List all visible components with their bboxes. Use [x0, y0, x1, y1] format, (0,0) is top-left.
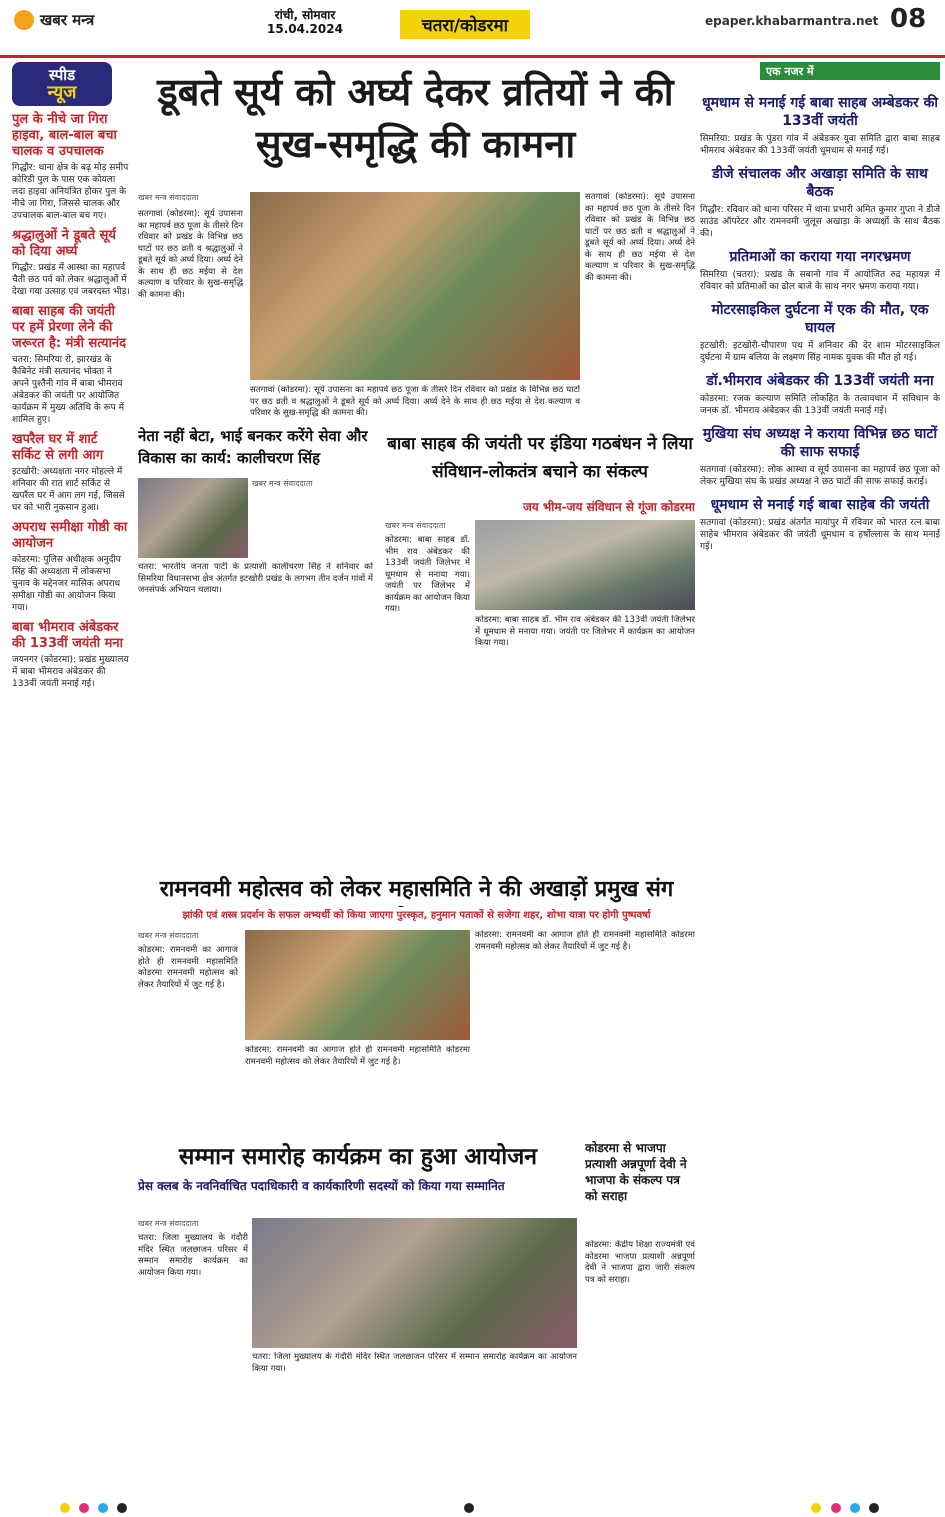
right-story-text: सिमरिया: प्रखंड के पुंडरा गांव में अंबेडकर युवा समिति द्वारा बाबा साहब भीमराव अंबेडकर की 133वीं जयंती धूमधाम से मनाई गई।: [700, 134, 940, 156]
left-story-1: [12, 228, 130, 298]
story3-text: कोडरमा: बाबा साहब डॉ. भीम राव अंबेडकर की 133वीं जयंती जिलेभर में धूमधाम से मनाया गया। जयंती पर जिलेभर में कार्यक्रम का आयोजन किया गया।: [385, 535, 470, 614]
right-story-text: कोडरमा: रजक कल्याण समिति लोकहित के तत्वावधान में संविधान के जनक डॉ. भीमराव अंबेडकर की 133वीं जयंती मनाई गई।: [700, 394, 940, 416]
story1-text-side: सतगावां (कोडरमा): सूर्य उपासना का महापर्व छठ पूजा के तीसरे दिन रविवार को प्रखंड के विभिन्न छठ घाटों पर छठ व्रती व श्रद्धालुओं ने डूबते सूर्य को अर्घ्य दिया। अर्घ्य देने के साथ ही छठ मईया से देश कल्याण व परिवार के सुख-समृद्धि की कामना की।: [585, 192, 695, 283]
left-story-headline: श्रद्धालुओं ने डूबते सूर्य को दिया अर्घ्य: [12, 228, 116, 259]
story2-text: चतरा: भारतीय जनता पार्टी के प्रत्याशी कालीचरण सिंह ने शनिवार को सिमरिया विधानसभा क्षेत्र अंतर्गत इटखोरी प्रखंड के लगभग तीन दर्जन गांवों में जनसंपर्क अभियान चलाया।: [138, 562, 373, 595]
right-story-headline: प्रतिमाओं का कराया गया नगरभ्रमण: [729, 249, 911, 265]
left-story-headline: खपरैल घर में शार्ट सर्किट से लगी आग: [12, 432, 104, 463]
byline: खबर मन्त्र संवाददाता: [252, 479, 313, 488]
right-story-text: सतगावां (कोडरमा): प्रखंड अंतर्गत मायांपुर में रविवार को भारत रत्न बाबा साहेब भीमराव अंबेडकर की जयंती धूमधाम व हर्षोल्लास के साथ मनाई गई।: [700, 518, 940, 552]
story2-headline: नेता नहीं बेटा, भाई बनकर करेंगे सेवा और विकास का कार्य: कालीचरण सिंह: [138, 427, 368, 467]
byline: खबर मन्त्र संवाददाता: [385, 521, 446, 530]
registration-dot-icon: [117, 1503, 127, 1513]
left-story-headline: बाबा साहब की जयंती पर हमें प्रेरणा लेने की जरूरत है: मंत्री सत्यानंद: [12, 304, 127, 351]
byline: खबर मन्त्र संवाददाता: [138, 193, 199, 202]
registration-dot-icon: [79, 1503, 89, 1513]
left-story-2: [12, 304, 130, 426]
story5-text-col: [138, 1218, 248, 1493]
page-number: 08: [890, 4, 927, 34]
right-story-headline: डीजे संचालक और अखाड़ा समिति के साथ बैठक: [712, 166, 928, 200]
story5-text: चतरा: जिला मुख्यालय के गंदौरी मंदिर स्थित जलछाजन परिसर में सम्मान समारोह कार्यक्रम का आयोजन किया गया।: [138, 1233, 248, 1278]
right-story-text: सतगावां (कोडरमा): लोक आस्था व सूर्य उपासना का महापर्व छठ पूजा को लेकर मुखिया संघ के प्रखंड अध्यक्ष ने छठ घाटों की साफ सफाई कराई।: [700, 465, 940, 487]
story1-text-col: [138, 192, 243, 462]
story3-text-cont: कोडरमा: बाबा साहब डॉ. भीम राव अंबेडकर की 133वीं जयंती जिलेभर में धूमधाम से मनाया गया। जयंती पर जिलेभर में कार्यक्रम का आयोजन किया गया।: [475, 615, 695, 648]
left-story-text: चतरा: सिमरिया रो, झारखंड के कैबिनेट मंत्री सत्यानंद भोक्ता ने अपने पुश्तैनी गांव में बाबा भीमराव अंबेडकर की जयंती पर आयोजित कार्यक्रम में मुख्य अतिथि के रूप में शामिल हुए।: [12, 355, 124, 425]
story4-text-col: [138, 930, 238, 1130]
left-story-0: [12, 112, 130, 222]
right-story-text: इटखोरी: इटखोरी-चौपारण पथ में शनिवार की देर शाम मोटरसाइकिल दुर्घटना में ग्राम बलिया के लक्ष्मण सिंह नामक युवक की मौत हो गई।: [700, 341, 940, 363]
right-story-headline: धूमधाम से मनाई गई बाबा साहब अम्बेडकर की 133वीं जयंती: [702, 95, 938, 129]
right-story-headline: मुखिया संघ अध्यक्ष ने कराया विभिन्न छठ घाटों की साफ सफाई: [702, 426, 938, 460]
main-headline: डूबते सूर्य को अर्घ्य देकर व्रतियों ने की सुख-समृद्धि की कामना: [157, 70, 674, 166]
story2-byline-box: [252, 478, 369, 558]
badge-top: स्पीड: [48, 66, 76, 84]
registration-dot-icon: [850, 1503, 860, 1513]
story5-body: [252, 1352, 577, 1492]
dateline: [250, 8, 360, 36]
story4-text-cont: कोडरमा: रामनवमी का आगाज होते ही रामनवमी महासमिति कोडरमा रामनवमी महोत्सव को लेकर तैयारियों में जुट गई है।: [245, 1045, 470, 1067]
speed-news-column: [12, 62, 130, 1502]
speed-news-badge: [12, 62, 112, 106]
story2-photo: [138, 478, 248, 558]
left-story-text: इटखोरी: अध्यक्षता नगर मोहल्ले में शनिवार की रात शार्ट सर्किट से खपरैल घर में आग लग गई, जिससे घर को भारी नुकसान हुआ।: [12, 467, 125, 513]
right-story-headline: मोटरसाइकिल दुर्घटना में एक की मौत, एक घायल: [711, 302, 929, 336]
crosshair-icon: [464, 1503, 474, 1513]
right-story-2: [700, 248, 940, 293]
story3-photo: [475, 520, 695, 610]
left-story-text: जयनगर (कोडरमा): प्रखंड मुख्यालय में बाबा भीमराव अंबेडकर की 133वीं जयंती मनाई गई।: [12, 655, 129, 689]
left-story-text: कोडरमा: पुलिस अधीक्षक अनुदीप सिंह की अध्यक्षता में लोकसभा चुनाव के मद्देनजर मासिक अपराध समीक्षा गोष्ठी का आयोजन किया गया।: [12, 555, 121, 613]
right-story-6: [700, 496, 940, 553]
registration-dot-icon: [98, 1503, 108, 1513]
story4-photo: [245, 930, 470, 1040]
story4-tagline: झांकी एवं शस्त्र प्रदर्शन के सफल अभ्यर्थी को किया जाएगा पुरस्कृत, हनुमान पताकों से सजेगा शहर, शोभा यात्रा पर होगी पुष्पवर्षा: [182, 910, 651, 921]
left-story-3: [12, 432, 130, 514]
section-title: चतरा/कोडरमा: [400, 10, 530, 39]
story2-body: [138, 562, 373, 867]
right-story-text: सिमरिया (चतरा): प्रखंड के सबानो गांव में आयोजित रुद्र महायज्ञ में रविवार को प्रतिमाओं का ढोल बाजे के साथ नगर भ्रमण कराया गया।: [700, 270, 940, 292]
badge-bottom: न्यूज: [47, 82, 77, 103]
city-day: रांची, सोमवार: [274, 8, 336, 22]
story3-body: [475, 615, 695, 865]
registration-dot-icon: [831, 1503, 841, 1513]
left-story-5: [12, 620, 130, 690]
right-story-text: गिद्धौर: रविवार को थाना परिसर में थाना प्रभारी अमित कुमार गुप्ता ने डीजे साउंड ऑपरेटर और रामनवमी जुलूस अखाड़ा के अध्यक्षों के साथ बैठक की।: [700, 205, 940, 239]
left-story-headline: अपराध समीक्षा गोष्ठी का आयोजन: [12, 520, 128, 551]
left-story-text: गिद्धौर: थाना क्षेत्र के बढ़ मोड़ समीप कोरिडी पुल के पास एक कोयला लदा हाइवा अनियंत्रित होकर पुल के नीचे जा गिरा, जिससे चालक और उपचालक बाल-बाल बच गए।: [12, 163, 129, 221]
brand-logo-icon: [14, 10, 34, 30]
story3-tagline: जय भीम-जय संविधान से गूंजा कोडरमा: [522, 500, 695, 514]
story6-text: कोडरमा: केंद्रीय शिक्षा राज्यमंत्री एवं कोडरमा भाजपा प्रत्याशी अन्नपूर्णा देवी ने भाजपा द्वारा जारी संकल्प पत्र को सराहा।: [585, 1240, 695, 1285]
right-story-4: [700, 372, 940, 417]
story4-side: [475, 930, 695, 1135]
tab-prefix: एक: [766, 65, 781, 78]
right-story-5: [700, 425, 940, 488]
story3-headline: बाबा साहब की जयंती पर इंडिया गठबंधन ने लिया संविधान-लोकतंत्र बचाने का संकल्प: [387, 434, 693, 482]
right-story-0: [700, 94, 940, 157]
story4-text: कोडरमा: रामनवमी का आगाज होते ही रामनवमी महासमिति कोडरमा रामनवमी महोत्सव को लेकर तैयारियों में जुट गई है।: [138, 945, 238, 990]
story6-headline: कोडरमा से भाजपा प्रत्याशी अन्नपूर्णा देवी ने भाजपा के संकल्प पत्र को सराहा: [585, 1141, 687, 1203]
right-story-1: [700, 165, 940, 240]
right-story-3: [700, 301, 940, 364]
right-column-tab: [760, 62, 940, 80]
epaper-url[interactable]: epaper.khabarmantra.net: [705, 14, 879, 28]
left-story-4: [12, 520, 130, 614]
brand-name: खबर मन्त्र: [40, 11, 95, 29]
story4-headline: रामनवमी महोत्सव को लेकर महासमिति ने की अखाड़ों प्रमुख संग: [159, 877, 674, 902]
story3-text-col: [385, 520, 470, 865]
left-story-headline: पुल के नीचे जा गिरा हाइवा, बाल-बाल बचा चालक व उपचालक: [12, 112, 117, 159]
story5-text-cont: चतरा: जिला मुख्यालय के गंदौरी मंदिर स्थित जलछाजन परिसर में सम्मान समारोह कार्यक्रम का आयोजन किया गया।: [252, 1352, 577, 1374]
story5-headline: सम्मान समारोह कार्यक्रम का हुआ आयोजन: [178, 1144, 538, 1170]
left-story-headline: बाबा भीमराव अंबेडकर की 133वीं जयंती मना: [12, 620, 123, 651]
byline: खबर मन्त्र संवाददाता: [138, 1219, 199, 1228]
left-story-text: गिद्धौर: प्रखंड में आस्था का महापर्व चैती छठ पर्व को लेकर श्रद्धालुओं में देखा गया उत्साह एवं जबरदस्त भीड़।: [12, 263, 130, 297]
registration-dot-icon: [60, 1503, 70, 1513]
story4-text-side: कोडरमा: रामनवमी का आगाज होते ही रामनवमी महासमिति कोडरमा रामनवमी महोत्सव को लेकर तैयारियों में जुट गई है।: [475, 930, 695, 952]
story1-side-col: [585, 192, 695, 467]
tab-label: नजर में: [784, 65, 814, 78]
print-registration-marks: [0, 1500, 945, 1517]
story1-text: सतगावां (कोडरमा): सूर्य उपासना का महापर्व छठ पूजा के तीसरे दिन रविवार को प्रखंड के विभिन्न छठ घाटों पर छठ व्रती व श्रद्धालुओं ने डूबते सूर्य को अर्घ्य दिया। अर्घ्य देने के साथ ही छठ मईया से देश कल्याण व परिवार के सुख-समृद्धि की कामना की।: [138, 209, 243, 300]
story6-body: [585, 1240, 695, 1492]
story5-tagline: प्रेस क्लब के नवनिर्वाचित पदाधिकारी व कार्यकारिणी सदस्यों को किया गया सम्मानित: [138, 1179, 505, 1193]
right-story-headline: डॉ.भीमराव अंबेडकर की 133वीं जयंती मना: [706, 373, 934, 389]
chhath-photo: [250, 192, 580, 380]
story1-text-cont: सतगावां (कोडरमा): सूर्य उपासना का महापर्व छठ पूजा के तीसरे दिन रविवार को प्रखंड के विभिन्न छठ घाटों पर छठ व्रती व श्रद्धालुओं ने डूबते सूर्य को अर्घ्य दिया। अर्घ्य देने के साथ ही छठ मईया से देश कल्याण व परिवार के सुख-समृद्धि की कामना की।: [250, 385, 580, 418]
right-story-headline: धूमधाम से मनाई गई बाबा साहेब की जयंती: [710, 497, 930, 513]
date: 15.04.2024: [267, 22, 343, 36]
right-news-column: [700, 86, 940, 1506]
byline: खबर मन्त्र संवाददाता: [138, 931, 199, 940]
story5-photo: [252, 1218, 577, 1348]
masthead: [0, 0, 945, 58]
registration-dot-icon: [869, 1503, 879, 1513]
story4-body: [245, 1045, 470, 1135]
registration-dot-icon: [811, 1503, 821, 1513]
